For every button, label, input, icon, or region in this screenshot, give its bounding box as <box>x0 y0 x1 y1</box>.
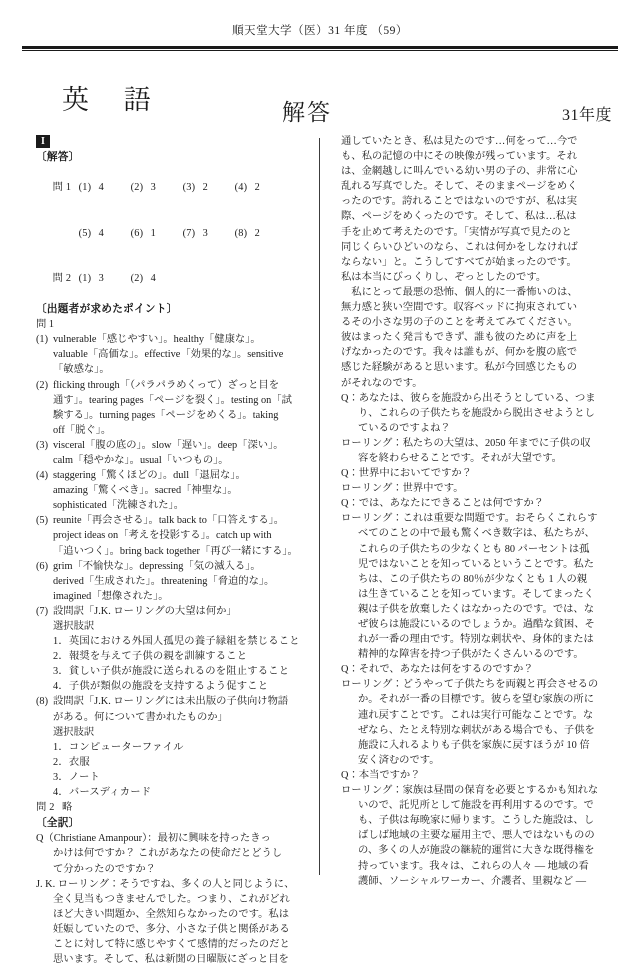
dialogue-line: 持っています。我々は、これらの人々 ― 地域の看 <box>358 860 589 872</box>
question2-label: 問 2 <box>36 802 55 814</box>
dialogue-line: ているのですよね？ <box>358 422 451 434</box>
answer-cell <box>235 180 287 195</box>
dialogue-line: るその小さな男の子のことを考えてみてください。 <box>341 317 578 329</box>
dialogue-line: かけは何ですか？ これがあなたの使命だとどうし <box>53 848 283 860</box>
answer-number: (4) <box>234 182 248 194</box>
answer-value: 3 <box>98 272 105 284</box>
dialogue-line: の、多くの人が施設の継続的運営に大きな既得権を <box>358 845 595 857</box>
answer-number: (1) <box>78 272 92 284</box>
dialogue-line: 護師、ソーシャルワーカー、介護者、里親など ― <box>358 875 587 887</box>
choice-option: 2．衣服 <box>53 756 90 768</box>
question2-row <box>36 800 314 815</box>
dialogue-line: 容を終わらせることです。それが大望です。 <box>358 452 562 464</box>
dialogue-line: り、これらの子供たちを施設から脱出させようとし <box>358 407 595 419</box>
column-divider <box>319 138 320 875</box>
answer-title: 解答 <box>282 100 332 125</box>
dialogue-line: 施設に入れるよりも子供を家族に戻すほうが 10 倍 <box>358 739 590 751</box>
answer-row <box>36 256 314 301</box>
section-number-badge: I <box>36 135 50 148</box>
point-item-line: 験する」。turning pages「ページをめくる」。taking <box>53 409 279 421</box>
dialogue-line: ローリング：私たちの大望は、2050 年までに子供の収 <box>341 437 591 449</box>
choices-label: 選択肢訳 <box>53 621 95 632</box>
answer-value: 1 <box>150 227 157 239</box>
dialogue-line: ほど大きい問題か、全然知らなかったのです。私は <box>53 908 290 920</box>
point-item-line: sophisticated「洗練された」。 <box>53 500 184 512</box>
answer-number: (7) <box>182 227 196 239</box>
dialogue-line: Q（Christiane Amanpour）：最初に興味を持ったきっ <box>36 833 271 845</box>
point-item-line: 「追いつく」。bring back together「再び一緒にする」。 <box>53 545 298 557</box>
point-item <box>36 559 314 574</box>
dialogue-line: 感じた経験があると思います。私が今回感じたもの <box>341 362 578 374</box>
point-item-marker: (6) <box>36 560 49 572</box>
dialogue-line: Q：世界中においてですか？ <box>341 468 472 480</box>
dialogue-line: 彼はまったく発言もできず、誰も彼のために声を上 <box>341 332 578 344</box>
year-label: 31年度 <box>561 107 612 124</box>
points-heading: 〔出題者が求めたポイント〕 <box>36 304 178 316</box>
dialogue-line: ローリング：どうやって子供たちを両親と再会させるの <box>341 679 599 691</box>
answer-cell <box>235 226 287 241</box>
choice-option: 4．バースディカード <box>53 787 152 799</box>
answer-value: 3 <box>202 227 209 239</box>
answer-cell <box>131 180 183 195</box>
answer-cell <box>131 226 183 241</box>
dialogue-line: 無力感と狭い空間です。収容ベッドに拘束されてい <box>341 302 578 314</box>
answer-row-label: 問 2 <box>52 272 72 284</box>
point-item-line: vulnerable「感じやすい」。healthy「健康な」。 <box>53 334 261 346</box>
point-item <box>36 438 314 453</box>
dialogue-line: は生きていることを知っています。そしてまったく <box>358 588 595 600</box>
dialogue-line: て分かったのですか？ <box>53 863 156 875</box>
point-item-marker: (8) <box>36 696 49 708</box>
translation-heading: 〔全訳〕 <box>36 818 80 830</box>
dialogue-line: は、金網越しに叫んでいる幼い男の子の、非常に心 <box>341 166 578 178</box>
dialogue-line: 際、ページをめくったのです。そして、私は…私は <box>341 211 577 223</box>
point-item-line: imagined「想像された」。 <box>53 590 169 602</box>
dialogue-line: 精神的な障害を持つ子供がたくさんいるのです。 <box>358 649 584 661</box>
dialogue-line: 連れ戻すことです。これは実行可能なことです。な <box>358 709 594 721</box>
dialogue-line: がそれなのです。 <box>341 377 423 389</box>
point-item-line: staggering「驚くほどの」。dull「退屈な」。 <box>53 470 246 482</box>
answer-number: (6) <box>130 227 144 239</box>
dialogue-line: れが一番の理由です。特別な刺状や、身体的または <box>358 634 594 646</box>
point-item-marker: (2) <box>36 379 49 391</box>
point-item-line: visceral「腹の底の」。slow「遅い」。deep「深い」。 <box>53 439 284 451</box>
dialogue-line: 思います。そして、私は新聞の日曜版にざっと目を <box>53 954 289 966</box>
point-item-marker: (4) <box>36 470 49 482</box>
dialogue-line: ばしば地域の主要な雇用主で、悪人ではないものの <box>358 830 595 842</box>
answer-cell <box>79 226 131 241</box>
answer-row-label: 問 1 <box>52 182 72 194</box>
answer-row <box>36 210 314 255</box>
answer-cell <box>131 271 183 286</box>
point-item-line: off「脱ぐ」。 <box>53 424 112 436</box>
dialogue-line: げなかったのです。我々は誰もが、何かを腹の底で <box>341 347 578 359</box>
answer-cell <box>183 180 235 195</box>
answer-value: 2 <box>254 182 261 194</box>
dialogue-line: いので、託児所として施設を再利用するのです。で <box>358 800 594 812</box>
point-item-marker: (5) <box>36 515 49 527</box>
points-subheading: 問 1 <box>36 319 55 331</box>
dialogue-line: ったのです。誇れることではないのですが、私は実 <box>341 196 578 208</box>
choices-label: 選択肢訳 <box>53 726 95 738</box>
answer-number: (3) <box>182 182 196 194</box>
dialogue-line: 同じくらいひどいのなら、これは何かをしなければ <box>341 241 578 253</box>
dialogue-line: べてのことの中で最も驚くべき数字は、私たちが、 <box>358 528 595 540</box>
subject-title: 英 語 <box>62 85 165 115</box>
choice-option: 3．貧しい子供が施設に送られるのを阻止すること <box>53 666 290 678</box>
choice-option: 3．ノート <box>53 771 101 783</box>
dialogue-line: これらの子供たちの少なくとも 80 パーセントは孤 <box>358 543 590 555</box>
answer-value: 4 <box>98 182 105 194</box>
dialogue-line: Q：では、あなたにできることは何ですか？ <box>341 498 545 510</box>
choice-option: 2．報奨を与えて子供の親を訓練すること <box>53 651 248 663</box>
dialogue-line: 妊娠していたので、多分、小さな子供と関係がある <box>53 923 290 935</box>
dialogue-line: も、子供は毎晩家に帰ります。こうした施設は、し <box>358 815 595 827</box>
answer-cell <box>183 226 235 241</box>
answer-number: (5) <box>78 227 92 239</box>
answer-value: 2 <box>202 182 209 194</box>
dialogue-line: Q：本当ですか？ <box>341 769 421 781</box>
dialogue-line: ぜなら、たとえ特別な刺状がある場合でも、子供を <box>358 724 595 736</box>
dialogue-line: 通していたとき、私は見たのです…何をって…今で <box>341 136 578 147</box>
answer-number: (2) <box>130 182 144 194</box>
point-item-8 <box>36 694 314 709</box>
answer-value: 3 <box>150 182 157 194</box>
dialogue-line: 私は本当にびっくりし、ぞっとしたのです。 <box>341 271 547 283</box>
point-item-line: flicking through「（パラパラめくって）ざっと目を <box>53 379 280 391</box>
point-item-line: project ideas on「考えを投影する」。catch up with <box>53 530 272 542</box>
point-item-line: amazing「驚くべき」。sacred「神聖な」。 <box>53 485 238 497</box>
dialogue-line: ローリング：世界中です。 <box>341 483 464 495</box>
choice-option: 1．英国における外国人孤児の養子縁組を禁じること <box>53 636 300 648</box>
point-item-line: valuable「高価な」。effective「効果的な」。sensitive <box>53 349 284 361</box>
running-head: 順天堂大学（医）31 年度 （59） <box>232 25 408 37</box>
point-item <box>36 378 314 393</box>
dialogue-line: 乱れる写真でした。そして、そのままページをめく <box>341 181 578 193</box>
answer-value: 2 <box>254 227 261 239</box>
dialogue-line: Q：それで、あなたは何をするのですか？ <box>341 664 534 676</box>
point-item-line: reunite「再会させる」。talk back to「口答えする」。 <box>53 515 285 527</box>
point-item-7 <box>36 604 314 619</box>
question-prompt: 設問訳「J.K. ローリングの大望は何か」 <box>53 605 237 617</box>
dialogue-line: ローリング：家族は昼間の保育を必要とするかも知れな <box>341 785 599 797</box>
dialogue-line: 親は子供を放棄したくはなかったのです。では、な <box>358 603 595 615</box>
dialogue-line: 私にとって最悪の恐怖、個人的に一番怖いのは、 <box>341 286 578 298</box>
left-column <box>36 134 314 967</box>
answer-row <box>36 165 314 210</box>
point-item-line: calm「穏やかな」。usual「いつもの」。 <box>53 454 229 466</box>
right-column <box>341 134 619 889</box>
point-item-marker: (3) <box>36 439 49 451</box>
answer-value: 4 <box>98 227 105 239</box>
question-prompt: 設問訳「J.K. ローリングには未出版の子供向け物語 <box>53 696 289 708</box>
dialogue-line: 全く見当もつきませんでした。つまり、これがどれ <box>53 893 290 905</box>
choice-option: 1．コンピューターファイル <box>53 741 184 753</box>
dialogue-line: 手を止めて考えたのです。「実情が写真で見たのと <box>341 226 572 238</box>
dialogue-line: 安く済むのです。 <box>358 754 440 766</box>
dialogue-line: 児ではないことを知っているということです。私た <box>358 558 595 570</box>
point-item-marker: (7) <box>36 605 49 617</box>
dialogue-line: か。それが一番の目標です。彼らを望む家族の所に <box>358 694 595 706</box>
answer-cell <box>79 180 131 195</box>
dialogue-line: ちは、この子供たちの 80％が少なくとも 1 人の親 <box>358 573 588 585</box>
dialogue-line: ことに対して特に感じやすくて感情的だったのだと <box>53 938 290 950</box>
question-prompt-cont: がある。何について書かれたものか」 <box>53 711 228 723</box>
dialogue-line: ならない」と。こうしてすべてが始まったのです。 <box>341 256 577 268</box>
answer-number: (8) <box>234 227 248 239</box>
answer-number: (2) <box>130 272 144 284</box>
dialogue-line: ローリング：これは重要な問題です。おそらくこれらす <box>341 513 598 525</box>
point-item <box>36 513 314 528</box>
dialogue-line: J. K. ローリング：そうですね、多くの人と同じように、 <box>36 878 295 890</box>
point-item <box>36 332 314 347</box>
answer-number: (1) <box>78 182 92 194</box>
point-item-line: 通す」。tearing pages「ページを裂く」。testing on「試 <box>53 394 292 406</box>
choice-option: 4．子供が類似の施設を支持するよう促すこと <box>53 681 269 693</box>
dialogue-line: も、私の記憶の中にその映像が残っています。それ <box>341 151 578 163</box>
point-item-marker: (1) <box>36 334 49 346</box>
point-item-line: derived「生成された」。threatening「脅迫的な」。 <box>53 575 275 587</box>
point-item-line: 「敏感な」。 <box>53 364 110 376</box>
point-item <box>36 468 314 483</box>
dialogue-line: Q：あなたは、彼らを施設から出そうとしている、つま <box>341 392 596 404</box>
dialogue-line: ぜ彼らは施設にいるのでしょうか。過酷な貧困、そ <box>358 619 595 630</box>
answer-value: 4 <box>150 272 157 284</box>
answers-heading: 〔解答〕 <box>36 152 80 164</box>
header-rule <box>22 46 618 51</box>
question2-value: 略 <box>62 802 73 814</box>
answer-cell <box>79 271 131 286</box>
point-item-line: grim「不愉快な」。depressing「気の滅入る」。 <box>53 560 261 572</box>
